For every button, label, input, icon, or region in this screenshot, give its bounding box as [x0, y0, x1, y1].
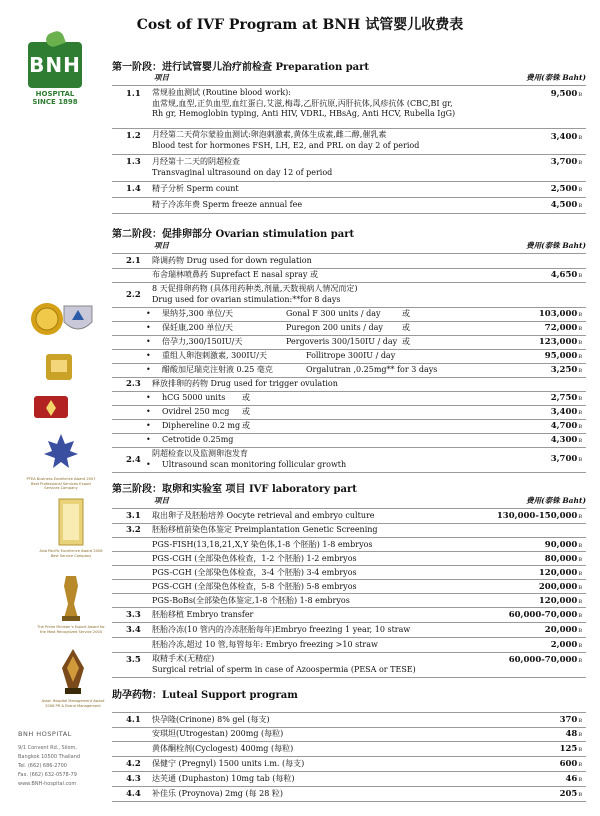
award-shield-icon	[62, 302, 94, 336]
price: 600B	[559, 759, 582, 769]
drug-row: • 重组人卵泡刺激素, 300IU/天 Follitrope 300IU / day 95,000B	[112, 350, 586, 364]
table-row: PGS-CGH (全部染色体检查，5-8 个胚胎) 5-8 embryos 200,000B	[112, 580, 586, 594]
award-maple-leaf-icon	[26, 432, 96, 491]
table-row: 3.1 取出卵子及胚胎培养 Oocyte retrieval and embryo culture 130,000-150,000B	[112, 508, 586, 524]
col-item: 项目	[154, 73, 169, 82]
price: 123,000B	[538, 337, 582, 347]
table-row: 2.1 降调药物 Drug used for down regulation	[112, 253, 586, 269]
drug-row: • 醋酸加尼瑞克注射液 0.25 毫克 Orgalutran ,0.25mg** for 3 days 3,250B	[112, 364, 586, 378]
award-gold-seal-icon	[30, 302, 64, 336]
logo-leaf-icon	[28, 42, 82, 88]
price: 3,250B	[550, 365, 582, 375]
table-row: 黄体酮栓剂(Cyclogest) 400mg (每粒) 125B	[112, 742, 586, 757]
table-row: 3.4 胚胎冷冻(10 管内的冷冻胚胎每年)Embryo freezing 1 year, 10 straw 20,000B	[112, 623, 586, 638]
hospital-name: BNH HOSPITAL	[18, 730, 72, 738]
phase3-heading: 第三阶段：取卵和实验室 项目 IVF laboratory part	[112, 484, 357, 495]
hospital-sidebar	[0, 0, 106, 816]
award-crystal-icon	[38, 648, 108, 708]
table-row: 4.1 快孕隆(Crinone) 8% gel (每支) 370B	[112, 712, 586, 728]
table-row: 2.3 释放排卵的药物 Drug used for trigger ovulation	[112, 378, 586, 392]
price: 200,000B	[538, 582, 582, 592]
price: 3,700B	[550, 157, 582, 167]
table-row: 3.2 胚胎移植前染色体鉴定 Preimplantation Genetic Screening	[112, 523, 586, 538]
price: 125B	[559, 744, 582, 754]
logo-since: SINCE 1898	[32, 98, 78, 106]
price: 90,000B	[544, 540, 582, 550]
award-caption: PTEA Business Excellence Award 2007 Best Professional Services Export Services Company	[26, 477, 96, 490]
logo-text: BNH	[29, 53, 81, 77]
table-row: 1.3 月经第十二天的阴超检查 Transvaginal ultrasound on day 12 of period 3,700B	[112, 155, 586, 182]
award-gold-frame-icon	[44, 352, 74, 382]
hospital-address	[18, 730, 104, 789]
award-red-emblem-icon	[30, 392, 72, 422]
price: 9,500B	[550, 89, 582, 99]
bnh-logo	[24, 42, 86, 106]
price: 3,700B	[550, 454, 582, 464]
price: 370B	[559, 715, 582, 725]
table-row: PGS-CGH (全部染色体检查，3-4 个胚胎) 3-4 embryos 120,000B	[112, 566, 586, 580]
price: 4,500B	[550, 200, 582, 210]
price: 130,000-150,000B	[496, 511, 582, 521]
table-row: 安琪坦(Utrogestan) 200mg (每粒) 48B	[112, 727, 586, 742]
table-row: 胚胎冷冻,超过 10 管,每管每年: Embryo freezing >10 straw 2,000B	[112, 638, 586, 653]
price: 4,700B	[550, 421, 582, 431]
price: 103,000B	[538, 309, 582, 319]
price: 3,400B	[550, 132, 582, 142]
col-fee: 费用(泰铢 Baht)	[526, 73, 586, 82]
table-row: 4.4 补佳乐 (Proynova) 2mg (每 28 粒) 205B	[112, 787, 586, 802]
price: 60,000-70,000B	[508, 655, 582, 665]
table-row: PGS-FISH(13,18,21,X,Y 染色体,1-8 个胚胎) 1-8 embryos 90,000B	[112, 538, 586, 552]
table-row: 1.1 常规验血测试 (Routine blood work): 血常规,血型,正负血型,血红蛋白,艾滋,梅毒,乙肝抗原,丙肝抗体,风疹抗体 (CBC,BI gr, Rh gr, Hemoglobin typing, Anti HIV, VDRL, HBsAg, Anti HCV, Rubella IgG) 9,500B	[112, 85, 586, 129]
award-caption: Asian Hospital Management Award 2006 PR & Brand Management	[41, 699, 105, 708]
table-row: PGS-CGH (全部染色体检查，1-2 个胚胎) 1-2 embryos 80,000B	[112, 552, 586, 566]
price: 80,000B	[544, 554, 582, 564]
price: 120,000B	[538, 568, 582, 578]
drug-row: • Ovidrel 250 mcg 或 3,400B	[112, 406, 586, 420]
address-line: Bangkok 10500 Thailand	[18, 754, 81, 760]
price: 72,000B	[544, 323, 582, 333]
price: 60,000-70,000B	[508, 610, 582, 620]
fax-line: Fax. (662) 632-0578-79	[18, 772, 77, 778]
table-row: 3.3 胚胎移植 Embryo transfer 60,000-70,000B	[112, 608, 586, 623]
table-row: 1.2 月经第二天荷尔蒙验血测试:卵泡刺激素,黄体生成素,雌二醇,催乳素 Blood test for hormones FSH, LH, E2, and PRL on day 2 of period 3,400B	[112, 128, 586, 155]
table-row: 精子冷冻年费 Sperm freeze annual fee 4,500B	[112, 198, 586, 214]
award-plaque-icon	[36, 498, 106, 558]
table-row: 布舍瑞林喷鼻药 Suprefact E nasal spray 或 4,650B	[112, 268, 586, 283]
drug-row: • Diphereline 0.2 mg 或 4,700B	[112, 420, 586, 434]
price: 4,650B	[550, 270, 582, 280]
price: 2,000B	[550, 640, 582, 650]
phase2-heading: 第二阶段：促排卵部分 Ovarian stimulation part	[112, 229, 355, 240]
logo-subtitle: HOSPITAL	[35, 90, 75, 98]
award-caption: Asia Pacific Excellence Award 2006 Best Service Company	[39, 549, 103, 558]
website-link[interactable]: www.BNH-hospital.com	[18, 781, 77, 787]
price: 20,000B	[544, 625, 582, 635]
price: 48B	[565, 729, 582, 739]
table-row: 1.4 精子分析 Sperm count 2,500B	[112, 182, 586, 198]
table-row: PGS-BoBs(全部染色体鉴定,1-8 个胚胎) 1-8 embryos 120,000B	[112, 594, 586, 608]
drug-row: • 果纳芬,300 单位/天 Gonal F 300 units / day 或 103,000B	[112, 308, 586, 322]
drug-row: • hCG 5000 units 或 2,750B	[112, 392, 586, 406]
table-row: 4.3 达芙通 (Duphaston) 10mg tab (每粒) 46B	[112, 772, 586, 787]
page-title: Cost of IVF Program at BNH 试管婴儿收费表	[136, 17, 464, 33]
award-caption: The Prime Minister's Export Award for the Most Recognized Service 2004	[37, 625, 105, 634]
phone-line: Tel. (662) 686-2700	[18, 763, 67, 769]
phase4-heading: 助孕药物：Luteal Support program	[112, 690, 298, 701]
address-line: 9/1 Convent Rd., Silom,	[18, 745, 77, 751]
table-row: 3.5 取精手术(无精症) Surgical retrial of sperm in case of Azoospermia (PESA or TESE) 60,000-70,000B	[112, 653, 586, 678]
price: 205B	[559, 789, 582, 799]
drug-row: • 倍孕力,300/150IU/天 Pergoveris 300/150IU / day 或 123,000B	[112, 336, 586, 350]
drug-row: • 保妊康,200 单位/天 Puregon 200 units / day 或 72,000B	[112, 322, 586, 336]
price: 95,000B	[544, 351, 582, 361]
table-row: 2.2 8 天促排卵药物 (具体用药种类,剂量,天数视病人情况而定) Drug used for ovarian stimulation:**for 8 days	[112, 283, 586, 308]
price: 46B	[565, 774, 582, 784]
price: 4,300B	[550, 435, 582, 445]
phase1-heading: 第一阶段：进行试管婴儿治疗前检查 Preparation part	[112, 62, 370, 73]
price: 3,400B	[550, 407, 582, 417]
price: 120,000B	[538, 596, 582, 606]
price: 2,500B	[550, 184, 582, 194]
drug-row: • Cetrotide 0.25mg 4,300B	[112, 434, 586, 448]
price: 2,750B	[550, 393, 582, 403]
table-row: 2.4 阴超检查以及监测卵泡发育 • Ultrasound scan monitoring follicular growth 3,700B	[112, 448, 586, 473]
table-row: 4.2 保健宁 (Pregnyl) 1500 units i.m. (每支) 600B	[112, 757, 586, 772]
award-trophy-icon	[36, 574, 106, 634]
